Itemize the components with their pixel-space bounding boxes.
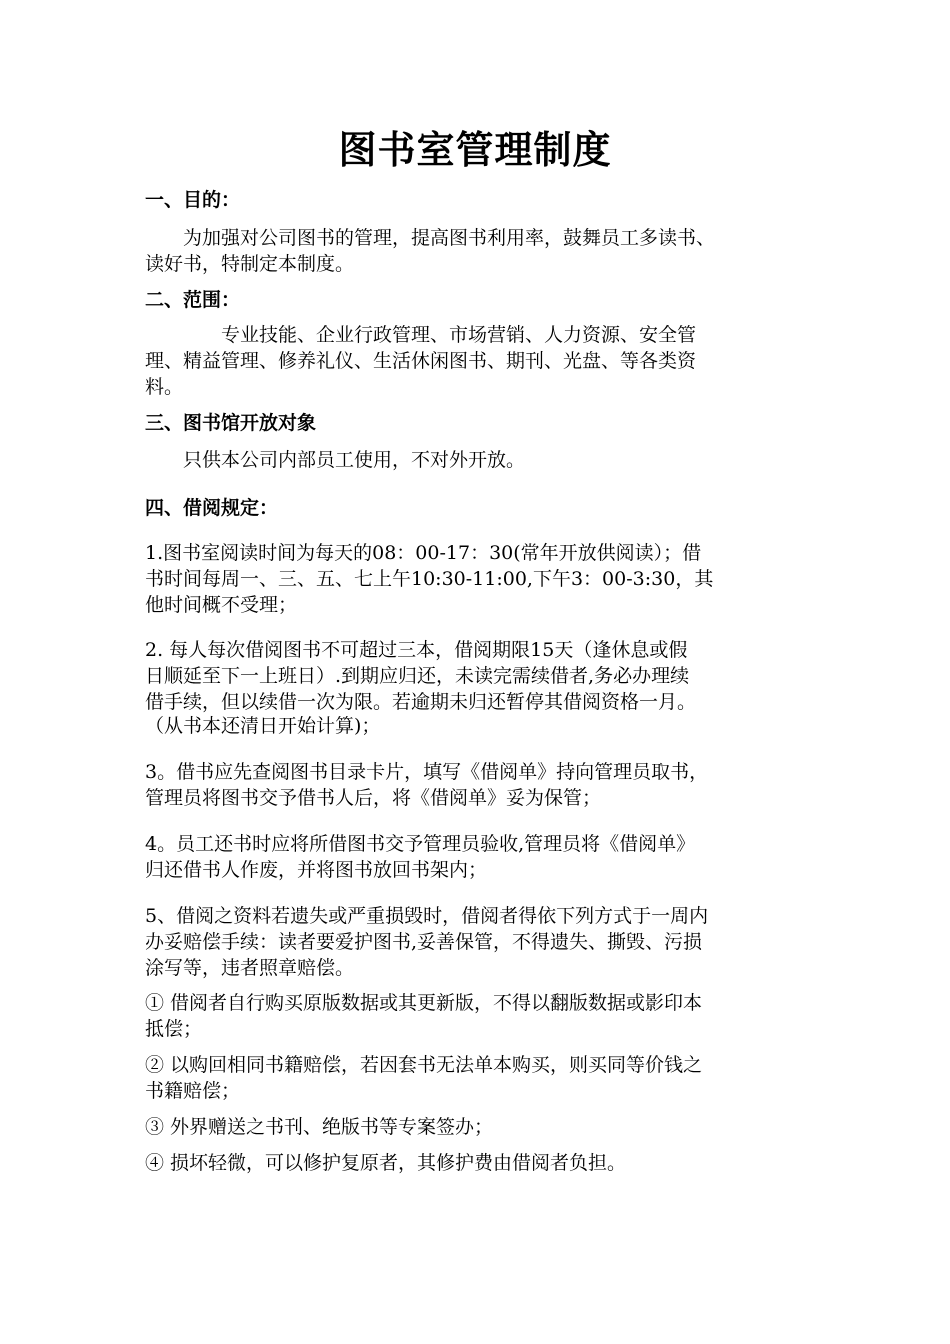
scope-text-line-2: 理、精益管理、修养礼仪、生活休闲图书、期刊、光盘、等各类资 <box>145 350 697 372</box>
rule-4-line-1: 4。员工还书时应将所借图书交予管理员验收,管理员将《借阅单》 <box>145 833 696 855</box>
compensation-option-2-line-1: ② 以购回相同书籍赔偿，若因套书无法单本购买，则买同等价钱之 <box>145 1054 703 1076</box>
rule-2-line-1: 2. 每人每次借阅图书不可超过三本，借阅期限15天（逢休息或假 <box>145 639 688 661</box>
rule-2-line-4: （从书本还清日开始计算)； <box>145 715 381 737</box>
compensation-option-4-line-1: ④ 损坏轻微，可以修护复原者，其修护费由借阅者负担。 <box>145 1152 627 1174</box>
section-heading-borrowing-rules: 四、借阅规定： <box>145 497 279 519</box>
compensation-option-1-line-2: 抵偿； <box>145 1018 203 1040</box>
compensation-option-1-line-1: ① 借阅者自行购买原版数据或其更新版，不得以翻版数据或影印本 <box>145 992 703 1014</box>
rule-3-line-2: 管理员将图书交予借书人后，将《借阅单》妥为保管； <box>145 787 602 809</box>
scope-text-line-1: 专业技能、企业行政管理、市场营销、人力资源、安全管 <box>145 324 697 346</box>
compensation-option-2-line-2: 书籍赔偿； <box>145 1080 241 1102</box>
rule-5-line-2: 办妥赔偿手续：读者要爱护图书,妥善保管，不得遗失、撕毁、污损 <box>145 931 703 953</box>
rule-1-line-1: 1.图书室阅读时间为每天的08：00-17：30(常年开放供阅读）；借 <box>145 542 702 564</box>
document-title: 图书室管理制度 <box>338 128 612 172</box>
section-heading-access: 三、图书馆开放对象 <box>145 412 317 434</box>
rule-5-line-1: 5、借阅之资料若遗失或严重损毁时，借阅者得依下列方式于一周内 <box>145 905 709 927</box>
rule-3-line-1: 3。借书应先查阅图书目录卡片，填写《借阅单》持向管理员取书， <box>145 761 709 783</box>
section-heading-purpose: 一、目的： <box>145 189 241 211</box>
rule-2-line-2: 日顺延至下一上班日）.到期应归还，未读完需续借者,务必办理续 <box>145 665 690 687</box>
rule-1-line-3: 他时间概不受理； <box>145 594 298 616</box>
rule-5-line-3: 涂写等，违者照章赔偿。 <box>145 957 355 979</box>
section-heading-scope: 二、范围： <box>145 289 241 311</box>
rule-2-line-3: 借手续，但以续借一次为限。若逾期未归还暂停其借阅资格一月。 <box>145 691 697 713</box>
compensation-option-3-line-1: ③ 外界赠送之书刊、绝版书等专案签办； <box>145 1116 494 1138</box>
purpose-text-line-2: 读好书，特制定本制度。 <box>145 253 355 275</box>
rule-1-line-2: 书时间每周一、三、五、七上午10:30-11:00,下午3：00-3:30，其 <box>145 568 714 590</box>
access-text-line-1: 只供本公司内部员工使用，不对外开放。 <box>145 449 526 471</box>
rule-4-line-2: 归还借书人作废，并将图书放回书架内； <box>145 859 488 881</box>
scope-text-line-3: 料。 <box>145 376 184 398</box>
purpose-text-line-1: 为加强对公司图书的管理，提高图书利用率，鼓舞员工多读书、 <box>145 227 716 249</box>
